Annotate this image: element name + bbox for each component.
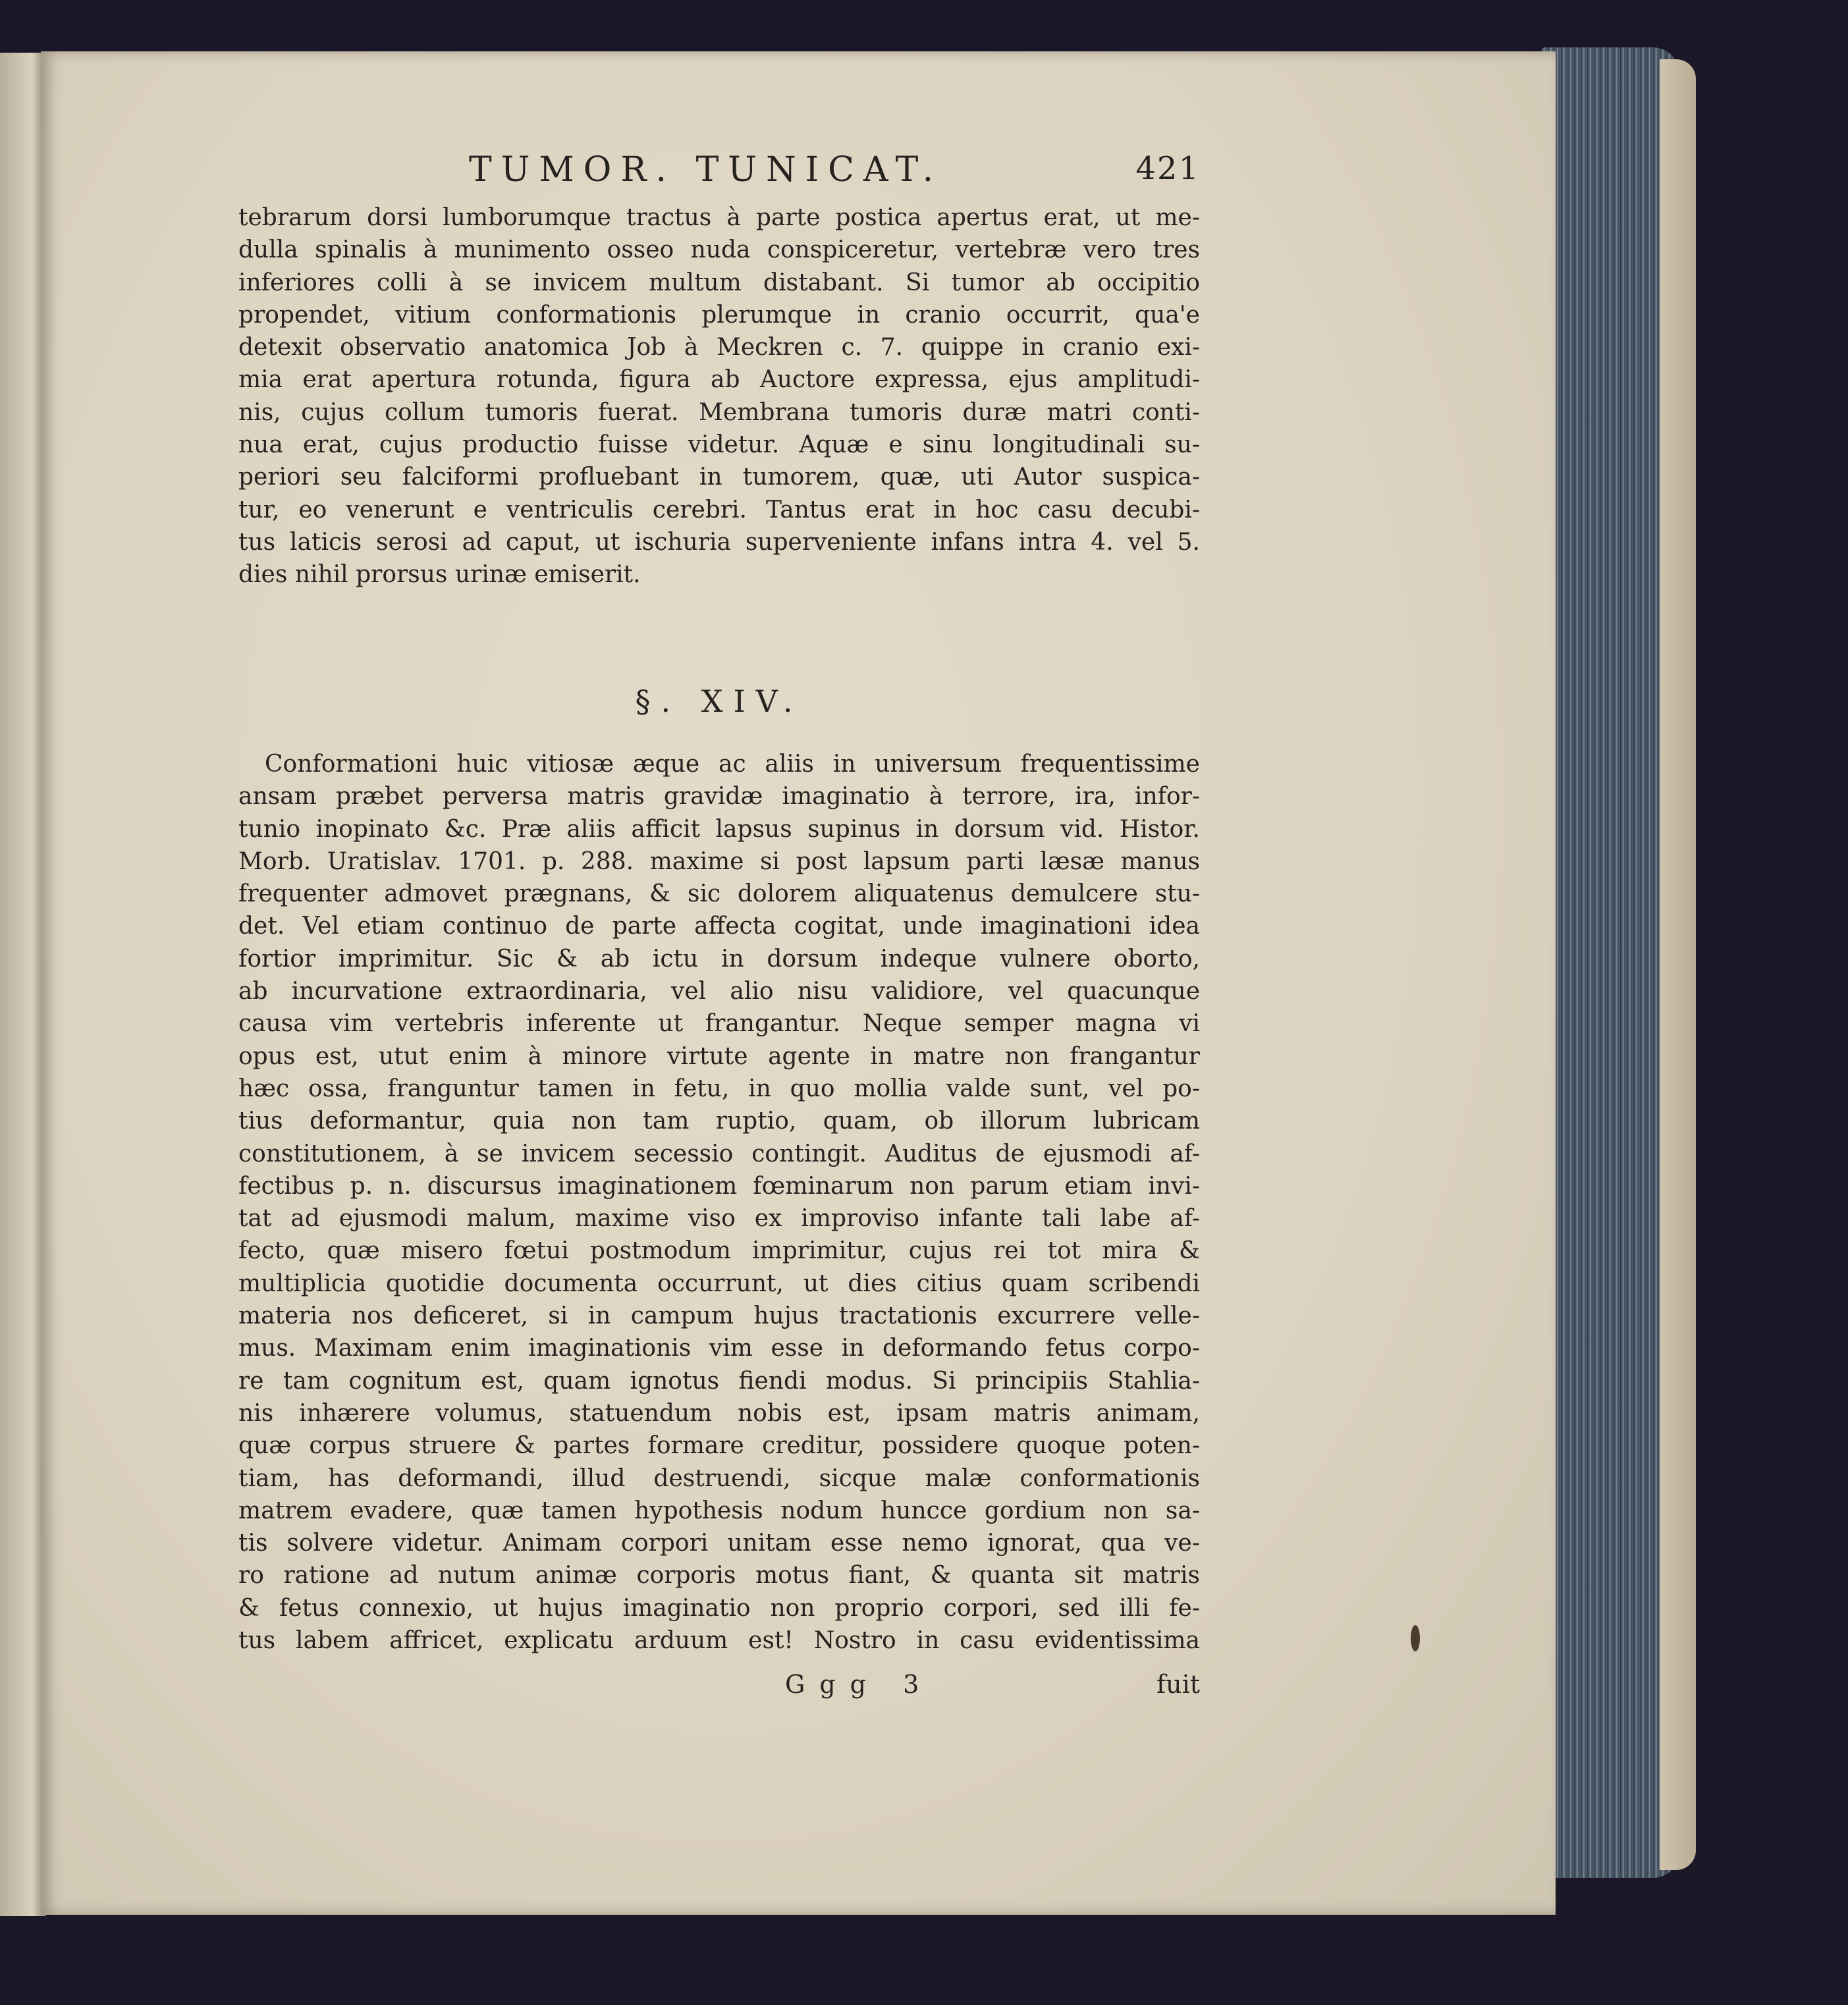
text-line: Morb. Uratislav. 1701. p. 288. maxime si post lapsum parti læsæ manus [238, 847, 1200, 875]
ink-spot [1411, 1625, 1420, 1651]
text-line: hæc ossa, franguntur tamen in fetu, in quo mollia valde sunt, vel po- [238, 1075, 1200, 1102]
text-line: tat ad ejusmodi malum, maxime viso ex improviso infante tali labe af- [238, 1205, 1200, 1233]
book-page [41, 51, 1556, 1915]
text-line: dulla spinalis à munimento osseo nuda conspiceretur, vertebræ vero tres [238, 236, 1200, 264]
text-line: opus est, utut enim à minore virtute agente in matre non frangantur [238, 1042, 1200, 1070]
left-page-edge [0, 53, 46, 1916]
text-line: & fetus connexio, ut hujus imaginatio non proprio corpori, sed illi fe- [238, 1594, 1200, 1622]
running-head [238, 150, 1200, 196]
book-fore-edge [1541, 47, 1679, 1878]
text-line: quæ corpus struere & partes formare creditur, possidere quoque poten- [238, 1432, 1200, 1460]
text-line: tiam, has deformandi, illud destruendi, sicque malæ conformationis [238, 1464, 1200, 1492]
text-line: propendet, vitium conformationis plerumque in cranio occurrit, qua'e [238, 301, 1200, 329]
text-line: ansam præbet perversa matris gravidæ imaginatio à terrore, ira, infor- [238, 783, 1200, 811]
text-line: constitutionem, à se invicem secessio contingit. Auditus de ejusmodi af- [238, 1140, 1200, 1167]
text-line: tis solvere videtur. Animam corpori unitam esse nemo ignorat, qua ve- [238, 1530, 1200, 1557]
catchword: fuit [1156, 1670, 1200, 1699]
paragraph-2 [238, 748, 1200, 1657]
text-line: causa vim vertebris inferente ut frangantur. Neque semper magna vi [238, 1010, 1200, 1038]
text-line: tur, eo venerunt e ventriculis cerebri. Tantus erat in hoc casu decubi- [238, 496, 1200, 523]
text-line: tius deformantur, quia non tam ruptio, quam, ob illorum lubricam [238, 1108, 1200, 1135]
text-line: ro ratione ad nutum animæ corporis motus fiant, & quanta sit matris [238, 1562, 1200, 1590]
page-footer [238, 1670, 1200, 1703]
text-line: Conformationi huic vitiosæ æque ac aliis in universum frequentissime [265, 751, 1200, 778]
text-line: fortior imprimitur. Sic & ab ictu in dorsum indeque vulnere oborto, [238, 945, 1200, 973]
book-fore-edge-margin [1660, 59, 1696, 1870]
text-line: matrem evadere, quæ tamen hypothesis nodum huncce gordium non sa- [238, 1497, 1200, 1524]
text-line: mia erat apertura rotunda, figura ab Auctore expressa, ejus amplitudi- [238, 366, 1200, 394]
text-line: nua erat, cujus productio fuisse videtur. Aquæ e sinu longitudinali su- [238, 431, 1200, 459]
text-line: fecto, quæ misero fœtui postmodum imprimitur, cujus rei tot mira & [238, 1237, 1200, 1265]
running-title: TUMOR. TUNICAT. [469, 150, 943, 190]
text-line: materia nos deficeret, si in campum hujus tractationis excurrere velle- [238, 1302, 1200, 1330]
text-line: ab incurvatione extraordinaria, vel alio nisu validiore, vel quacunque [238, 978, 1200, 1005]
page-number: 421 [1135, 150, 1200, 187]
text-line: detexit observatio anatomica Job à Meckren c. 7. quippe in cranio exi- [238, 334, 1200, 361]
text-line: periori seu falciformi profluebant in tumorem, quæ, uti Autor suspica- [238, 464, 1200, 491]
text-line: det. Vel etiam continuo de parte affecta cogitat, unde imaginationi idea [238, 913, 1200, 940]
text-line: frequenter admovet prægnans, & sic dolorem aliquatenus demulcere stu- [238, 880, 1200, 908]
text-line: inferiores colli à se invicem multum distabant. Si tumor ab occipitio [238, 269, 1200, 296]
paragraph-1 [238, 201, 1200, 591]
text-line: nis, cujus collum tumoris fuerat. Membrana tumoris duræ matri conti- [238, 398, 1200, 426]
text-line: dies nihil prorsus urinæ emiserit. [238, 561, 641, 589]
text-line: re tam cognitum est, quam ignotus fiendi modus. Si principiis Stahlia- [238, 1367, 1200, 1395]
signature-mark: Ggg 3 [785, 1670, 934, 1699]
text-line: tebrarum dorsi lumborumque tractus à parte postica apertus erat, ut me- [238, 204, 1200, 231]
text-line: nis inhærere volumus, statuendum nobis est, ipsam matris animam, [238, 1399, 1200, 1427]
text-line: mus. Maximam enim imaginationis vim esse in deformando fetus corpo- [238, 1335, 1200, 1362]
section-heading: §. XIV. [635, 683, 803, 719]
text-line: tus labem affricet, explicatu arduum est! Nostro in casu evidentissima [238, 1627, 1200, 1655]
text-line: multiplicia quotidie documenta occurrunt, ut dies citius quam scribendi [238, 1270, 1200, 1297]
text-line: tunio inopinato &c. Præ aliis afficit lapsus supinus in dorsum vid. Histor. [238, 815, 1200, 843]
text-line: tus laticis serosi ad caput, ut ischuria superveniente infans intra 4. vel 5. [238, 528, 1200, 556]
text-line: fectibus p. n. discursus imaginationem fœminarum non parum etiam invi- [238, 1172, 1200, 1200]
